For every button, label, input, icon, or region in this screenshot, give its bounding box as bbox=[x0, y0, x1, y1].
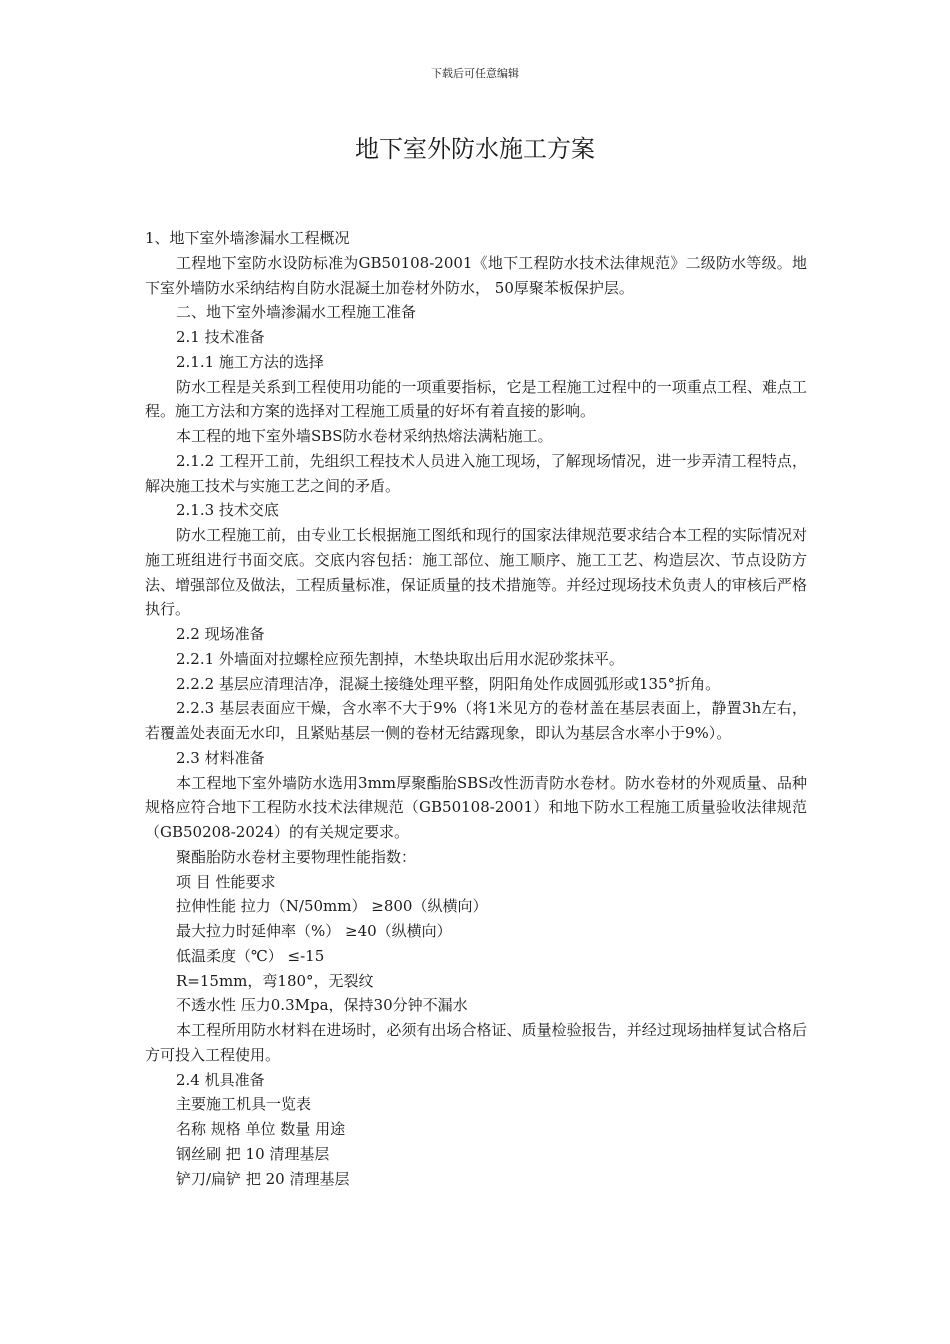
document-title: 地下室外防水施工方案 bbox=[355, 135, 595, 163]
paragraph: 2.1.2 工程开工前，先组织工程技术人员进入施工现场，了解现场情况，进一步弄清工程特点，解决施工技术与实施工艺之间的矛盾。 bbox=[145, 451, 807, 495]
table-title: 主要施工机具一览表 bbox=[176, 1095, 312, 1114]
paragraph: 本工程所用防水材料在进场时，必须有出场合格证、质量检验报告，并经过现场抽样复试合格后方可投入工程使用。 bbox=[145, 1021, 807, 1064]
paragraph: 2.2.1 外墙面对拉螺栓应预先割掉，木垫块取出后用水泥砂浆抹平。 bbox=[176, 649, 624, 668]
paragraph: 本工程的地下室外墙SBS防水卷材采纳热熔法满粘施工。 bbox=[176, 427, 553, 445]
spec-line: 拉伸性能 拉力（N/50mm） ≥800（纵横向） bbox=[176, 897, 488, 916]
section-heading: 二、地下室外墙渗漏水工程施工准备 bbox=[176, 303, 417, 322]
spec-line: 低温柔度（℃） ≤-15 bbox=[176, 946, 325, 965]
subsection-heading: 2.3 材料准备 bbox=[176, 748, 265, 767]
subsection-heading: 2.2 现场准备 bbox=[176, 625, 265, 643]
paragraph: 防水工程是关系到工程使用功能的一项重要指标，它是工程施工过程中的一项重点工程、难点工程。施工方法和方案的选择对工程施工质量的好坏有着直接的影响。 bbox=[145, 377, 807, 421]
table-row-line: 钢丝刷 把 10 清理基层 bbox=[176, 1144, 330, 1163]
table-header-line: 名称 规格 单位 数量 用途 bbox=[176, 1120, 346, 1138]
page-header-note: 下载后可任意编辑 bbox=[431, 67, 519, 80]
spec-line: R=15mm，弯180°，无裂纹 bbox=[176, 971, 374, 990]
table-row-line: 铲刀/扁铲 把 20 清理基层 bbox=[176, 1169, 350, 1188]
paragraph: 防水工程施工前，由专业工长根据施工图纸和现行的国家法律规范要求结合本工程的实际情况对施工班组进行书面交底。交底内容包括：施工部位、施工顺序、施工工艺、构造层次、节点设防方法、增强部位及做法，工程质量标准，保证质量的技术措施等。并经过现场技术负责人的审核后严格执行。 bbox=[145, 526, 807, 619]
subsection-heading: 2.1.3 技术交底 bbox=[176, 501, 279, 520]
subsection-heading: 2.1.1 施工方法的选择 bbox=[176, 352, 324, 371]
paragraph: 本工程地下室外墙防水选用3mm厚聚酯胎SBS改性沥青防水卷材。防水卷材的外观质量、品种规格应符合地下工程防水技术法律规范（GB50108-2001）和地下防水工程施工质量验收法律规范（GB50208-2024）的有关规定要求。 bbox=[145, 773, 807, 841]
paragraph: 1、地下室外墙渗漏水工程概况 bbox=[145, 229, 350, 247]
subsection-heading: 2.4 机具准备 bbox=[176, 1070, 265, 1089]
paragraph: 聚酯胎防水卷材主要物理性能指数： bbox=[176, 847, 417, 866]
paragraph: 2.2.3 基层表面应干燥，含水率不大于9%（将1米见方的卷材盖在基层表面上，静置3h左右，若覆盖处表面无水印，且紧贴基层一侧的卷材无结露现象，即认为基层含水率小于9%）。 bbox=[145, 699, 807, 742]
document-body bbox=[145, 226, 807, 1191]
subsection-heading: 2.1 技术准备 bbox=[176, 328, 265, 346]
spec-line: 最大拉力时延伸率（%） ≥40（纵横向） bbox=[176, 922, 452, 940]
paragraph: 2.2.2 基层应清理洁净，混凝土接缝处理平整，阴阳角处作成圆弧形或135°折角。 bbox=[176, 674, 721, 693]
spec-line: 项 目 性能要求 bbox=[176, 872, 276, 891]
paragraph: 工程地下室防水设防标准为GB50108-2001《地下工程防水技术法律规范》二级防水等级。地下室外墙防水采纳结构自防水混凝土加卷材外防水， 50厚聚苯板保护层。 bbox=[145, 253, 807, 297]
spec-line: 不透水性 压力0.3Mpa，保持30分钟不漏水 bbox=[176, 996, 468, 1015]
